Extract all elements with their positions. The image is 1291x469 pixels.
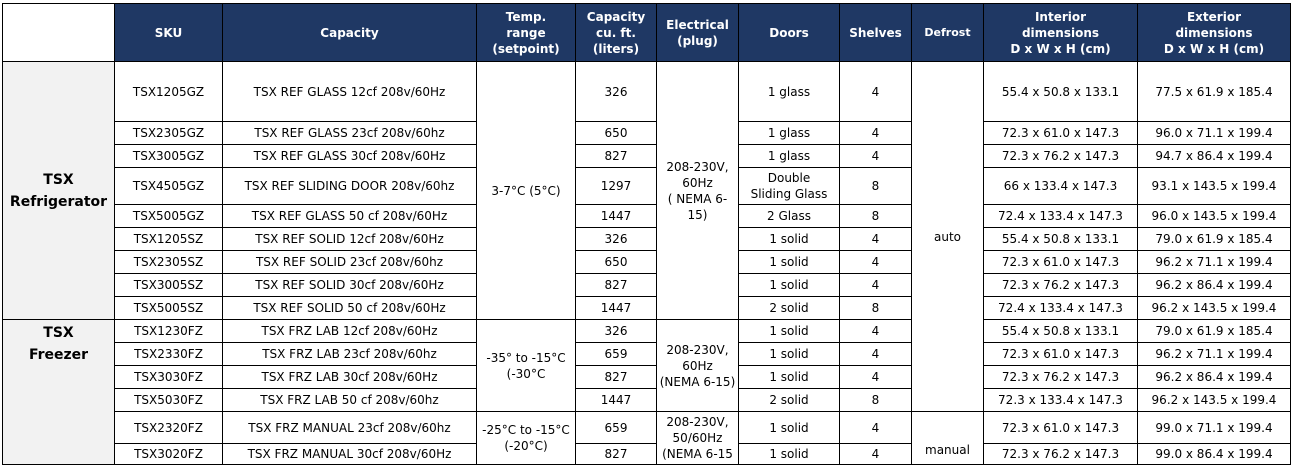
header-sku: SKU	[115, 4, 223, 62]
group-label-freezer: TSX Freezer	[3, 320, 115, 465]
cell-doors: 1 solid	[739, 228, 840, 251]
cell-exterior: 96.0 x 71.1 x 199.4	[1138, 122, 1291, 145]
cell-shelves: 8	[840, 297, 912, 320]
table-row	[3, 389, 1291, 412]
header-shelves: Shelves	[840, 4, 912, 62]
cell-shelves: 4	[840, 444, 912, 465]
cell-capacity: TSX REF SLIDING DOOR 208v/60hz	[223, 168, 477, 205]
cell-interior: 72.3 x 76.2 x 147.3	[984, 366, 1138, 389]
cell-defrost-auto: auto	[912, 62, 984, 412]
cell-temp-range-refrigerator: 3-7°C (5°C)	[477, 62, 576, 320]
cell-liters: 326	[576, 62, 657, 122]
cell-exterior: 96.2 x 86.4 x 199.4	[1138, 274, 1291, 297]
cell-liters: 827	[576, 366, 657, 389]
cell-temp-range-freezer-lab: -35° to -15°C (-30°C	[477, 320, 576, 412]
cell-sku: TSX1205GZ	[115, 62, 223, 122]
cell-sku: TSX5005GZ	[115, 205, 223, 228]
cell-interior: 66 x 133.4 x 147.3	[984, 168, 1138, 205]
header-defrost: Defrost	[912, 4, 984, 62]
cell-doors: 1 solid	[739, 444, 840, 465]
cell-exterior: 96.2 x 71.1 x 199.4	[1138, 343, 1291, 366]
cell-exterior: 96.0 x 143.5 x 199.4	[1138, 205, 1291, 228]
cell-exterior: 99.0 x 86.4 x 199.4	[1138, 444, 1291, 465]
cell-shelves: 4	[840, 274, 912, 297]
table-row	[3, 62, 1291, 122]
cell-doors: 2 Glass	[739, 205, 840, 228]
table-row	[3, 145, 1291, 168]
cell-shelves: 8	[840, 389, 912, 412]
cell-liters: 827	[576, 274, 657, 297]
cell-defrost-manual: manual	[912, 412, 984, 465]
cell-shelves: 4	[840, 412, 912, 444]
cell-sku: TSX3005SZ	[115, 274, 223, 297]
cell-shelves: 4	[840, 366, 912, 389]
cell-capacity: TSX REF SOLID 30cf 208v/60Hz	[223, 274, 477, 297]
table-row	[3, 168, 1291, 205]
cell-doors: 1 glass	[739, 122, 840, 145]
cell-doors-double-sliding: Double Sliding Glass	[739, 168, 840, 205]
cell-capacity: TSX FRZ LAB 12cf 208v/60Hz	[223, 320, 477, 343]
header-doors: Doors	[739, 4, 840, 62]
cell-liters: 827	[576, 444, 657, 465]
cell-temp-range-freezer-manual: -25°C to -15°C (-20°C)	[477, 412, 576, 465]
cell-liters: 326	[576, 320, 657, 343]
cell-doors: 1 glass	[739, 62, 840, 122]
cell-capacity: TSX FRZ LAB 23cf 208v/60hz	[223, 343, 477, 366]
cell-shelves: 4	[840, 228, 912, 251]
table-row	[3, 228, 1291, 251]
table-row	[3, 366, 1291, 389]
cell-sku: TSX3020FZ	[115, 444, 223, 465]
cell-capacity: TSX REF SOLID 12cf 208v/60Hz	[223, 228, 477, 251]
table-row	[3, 412, 1291, 444]
cell-exterior: 96.2 x 143.5 x 199.4	[1138, 389, 1291, 412]
cell-sku: TSX2305SZ	[115, 251, 223, 274]
group-label-refrigerator: TSX Refrigerator	[3, 62, 115, 320]
cell-capacity: TSX FRZ MANUAL 23cf 208v/60hz	[223, 412, 477, 444]
cell-capacity: TSX REF SOLID 50 cf 208v/60Hz	[223, 297, 477, 320]
cell-capacity: TSX REF GLASS 12cf 208v/60Hz	[223, 62, 477, 122]
cell-sku: TSX4505GZ	[115, 168, 223, 205]
cell-capacity: TSX REF GLASS 30cf 208v/60Hz	[223, 145, 477, 168]
cell-doors: 1 solid	[739, 320, 840, 343]
cell-sku: TSX5005SZ	[115, 297, 223, 320]
cell-liters: 650	[576, 122, 657, 145]
cell-doors: 1 solid	[739, 274, 840, 297]
cell-interior: 72.3 x 76.2 x 147.3	[984, 444, 1138, 465]
cell-shelves: 4	[840, 122, 912, 145]
header-temp-range: Temp. range (setpoint)	[477, 4, 576, 62]
cell-electrical-refrigerator: 208-230V, 60Hz ( NEMA 6- 15)	[657, 62, 739, 320]
cell-exterior: 93.1 x 143.5 x 199.4	[1138, 168, 1291, 205]
cell-capacity: TSX FRZ LAB 50 cf 208v/60hz	[223, 389, 477, 412]
cell-doors: 1 solid	[739, 366, 840, 389]
cell-sku: TSX1205SZ	[115, 228, 223, 251]
cell-liters: 326	[576, 228, 657, 251]
cell-capacity: TSX FRZ LAB 30cf 208v/60Hz	[223, 366, 477, 389]
table-row	[3, 343, 1291, 366]
cell-exterior: 77.5 x 61.9 x 185.4	[1138, 62, 1291, 122]
cell-shelves: 4	[840, 251, 912, 274]
table-row	[3, 205, 1291, 228]
cell-capacity: TSX FRZ MANUAL 30cf 208v/60Hz	[223, 444, 477, 465]
cell-sku: TSX5030FZ	[115, 389, 223, 412]
cell-electrical-freezer-lab: 208-230V, 60Hz (NEMA 6-15)	[657, 320, 739, 412]
table-row	[3, 122, 1291, 145]
cell-sku: TSX1230FZ	[115, 320, 223, 343]
cell-shelves: 4	[840, 145, 912, 168]
cell-interior: 72.3 x 133.4 x 147.3	[984, 389, 1138, 412]
cell-doors: 2 solid	[739, 389, 840, 412]
cell-doors: 1 glass	[739, 145, 840, 168]
cell-shelves: 8	[840, 205, 912, 228]
cell-interior: 72.4 x 133.4 x 147.3	[984, 205, 1138, 228]
cell-liters: 1447	[576, 205, 657, 228]
product-spec-table	[2, 3, 1291, 465]
cell-exterior: 96.2 x 86.4 x 199.4	[1138, 366, 1291, 389]
cell-shelves: 8	[840, 168, 912, 205]
cell-exterior: 96.2 x 71.1 x 199.4	[1138, 251, 1291, 274]
cell-doors: 2 solid	[739, 297, 840, 320]
cell-sku: TSX2330FZ	[115, 343, 223, 366]
cell-shelves: 4	[840, 343, 912, 366]
header-row	[3, 4, 1291, 62]
cell-sku: TSX2320FZ	[115, 412, 223, 444]
cell-interior: 55.4 x 50.8 x 133.1	[984, 228, 1138, 251]
cell-exterior: 94.7 x 86.4 x 199.4	[1138, 145, 1291, 168]
cell-interior: 72.3 x 61.0 x 147.3	[984, 343, 1138, 366]
cell-interior: 72.4 x 133.4 x 147.3	[984, 297, 1138, 320]
cell-liters: 659	[576, 343, 657, 366]
header-interior-dimensions: Interior dimensions D x W x H (cm)	[984, 4, 1138, 62]
table-row	[3, 444, 1291, 465]
table-row	[3, 297, 1291, 320]
cell-capacity: TSX REF GLASS 50 cf 208v/60Hz	[223, 205, 477, 228]
cell-electrical-freezer-manual: 208-230V, 50/60Hz (NEMA 6-15	[657, 412, 739, 465]
header-exterior-dimensions: Exterior dimensions D x W x H (cm)	[1138, 4, 1291, 62]
header-electrical: Electrical (plug)	[657, 4, 739, 62]
cell-exterior: 79.0 x 61.9 x 185.4	[1138, 320, 1291, 343]
cell-doors: 1 solid	[739, 251, 840, 274]
cell-sku: TSX2305GZ	[115, 122, 223, 145]
cell-liters: 659	[576, 412, 657, 444]
cell-shelves: 4	[840, 62, 912, 122]
header-capacity-liters: Capacity cu. ft. (liters)	[576, 4, 657, 62]
cell-interior: 72.3 x 76.2 x 147.3	[984, 145, 1138, 168]
table-row	[3, 320, 1291, 343]
cell-liters: 650	[576, 251, 657, 274]
cell-capacity: TSX REF GLASS 23cf 208v/60hz	[223, 122, 477, 145]
table-row	[3, 274, 1291, 297]
cell-liters: 1297	[576, 168, 657, 205]
cell-exterior: 96.2 x 143.5 x 199.4	[1138, 297, 1291, 320]
cell-liters: 1447	[576, 389, 657, 412]
cell-sku: TSX3005GZ	[115, 145, 223, 168]
cell-exterior: 79.0 x 61.9 x 185.4	[1138, 228, 1291, 251]
cell-liters: 827	[576, 145, 657, 168]
cell-liters: 1447	[576, 297, 657, 320]
header-blank	[3, 4, 115, 62]
cell-capacity: TSX REF SOLID 23cf 208v/60hz	[223, 251, 477, 274]
cell-shelves: 4	[840, 320, 912, 343]
cell-sku: TSX3030FZ	[115, 366, 223, 389]
cell-interior: 72.3 x 76.2 x 147.3	[984, 274, 1138, 297]
header-capacity: Capacity	[223, 4, 477, 62]
table-row	[3, 251, 1291, 274]
cell-doors: 1 solid	[739, 412, 840, 444]
cell-interior: 55.4 x 50.8 x 133.1	[984, 62, 1138, 122]
cell-interior: 72.3 x 61.0 x 147.3	[984, 122, 1138, 145]
cell-interior: 72.3 x 61.0 x 147.3	[984, 412, 1138, 444]
cell-interior: 72.3 x 61.0 x 147.3	[984, 251, 1138, 274]
cell-exterior: 99.0 x 71.1 x 199.4	[1138, 412, 1291, 444]
cell-interior: 55.4 x 50.8 x 133.1	[984, 320, 1138, 343]
cell-doors: 1 solid	[739, 343, 840, 366]
